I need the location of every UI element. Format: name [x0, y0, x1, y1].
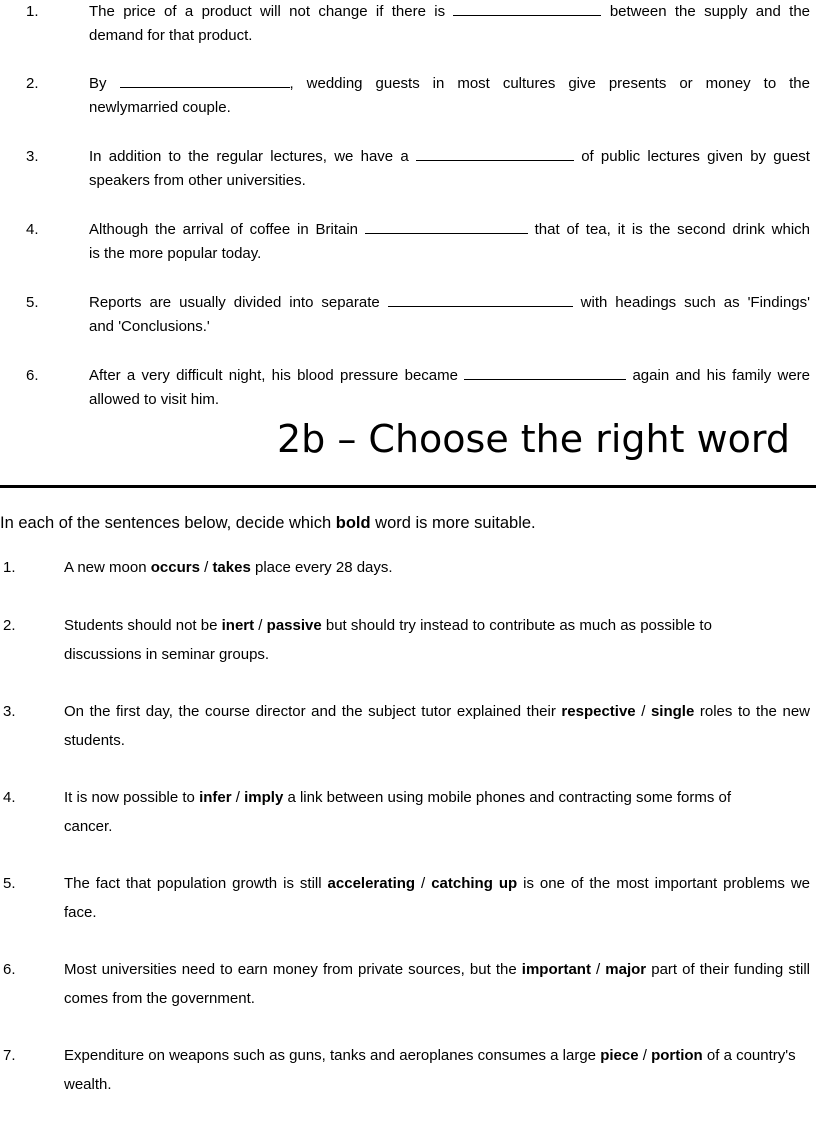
- option-separator: /: [590, 961, 606, 978]
- question-number: 4.: [3, 789, 16, 806]
- question-text: Reports are usually divided into separate: [89, 294, 380, 311]
- option-separator: /: [635, 703, 651, 720]
- word-option[interactable]: occurs: [150, 559, 200, 576]
- question-number: 1.: [26, 3, 39, 20]
- word-option[interactable]: takes: [212, 559, 251, 576]
- question-text: between the supply and the: [609, 3, 811, 20]
- question-text-continued: demand for that product.: [89, 27, 253, 44]
- question-text: but should try instead to contribute as much as possible to discussions in seminar groups.: [64, 617, 712, 663]
- answer-blank[interactable]: [120, 73, 290, 88]
- word-option[interactable]: major: [605, 961, 647, 978]
- option-separator: /: [199, 559, 213, 576]
- instructions-bold-text: bold: [335, 514, 371, 532]
- question-text-continued: allowed to visit him.: [89, 391, 220, 408]
- question-number: 6.: [26, 367, 39, 384]
- instructions: [0, 511, 536, 535]
- question-number: 7.: [3, 1047, 16, 1064]
- question-number: 1.: [3, 559, 16, 576]
- question-text: Although the arrival of coffee in Britain: [89, 221, 359, 238]
- section-title: 2b – Choose the right word: [276, 417, 790, 461]
- answer-blank[interactable]: [416, 146, 574, 161]
- question-number: 2.: [3, 617, 16, 634]
- question-text: is one of the most important problems we face.: [64, 875, 810, 921]
- question-text: It is now possible to: [64, 789, 200, 806]
- instructions-text: word is more suitable.: [370, 514, 536, 532]
- question-text: roles to the new students.: [64, 703, 810, 749]
- option-separator: /: [231, 789, 245, 806]
- question-text: , wedding guests in most cultures give presents or money to the: [289, 75, 810, 92]
- answer-blank[interactable]: [464, 365, 626, 380]
- word-option[interactable]: imply: [244, 789, 284, 806]
- instructions-text: In each of the sentences below, decide which: [0, 514, 336, 532]
- question-text: part of their funding still comes from the government.: [64, 961, 810, 1007]
- question-text: a link between using mobile phones and contracting some forms of cancer.: [64, 789, 732, 835]
- question-text-continued: and 'Conclusions.': [89, 318, 210, 335]
- question-text: of public lectures given by guest: [581, 148, 810, 165]
- word-option[interactable]: respective: [561, 703, 636, 720]
- question-text: Students should not be: [64, 617, 222, 634]
- answer-blank[interactable]: [365, 219, 528, 234]
- question-number: 3.: [26, 148, 39, 165]
- question-text: of a country's wealth.: [64, 1047, 796, 1093]
- question-text: In addition to the regular lectures, we have a: [89, 148, 409, 165]
- question-text: Most universities need to earn money from private sources, but the: [64, 961, 522, 978]
- answer-blank[interactable]: [453, 1, 601, 16]
- word-option[interactable]: single: [650, 703, 695, 720]
- word-option[interactable]: piece: [600, 1047, 639, 1064]
- question-text: with headings such as 'Findings': [580, 294, 810, 311]
- word-option[interactable]: inert: [221, 617, 255, 634]
- section-divider: [0, 485, 816, 488]
- question-text-continued: speakers from other universities.: [89, 172, 306, 189]
- word-option[interactable]: infer: [199, 789, 232, 806]
- question-number: 4.: [26, 221, 39, 238]
- option-separator: /: [638, 1047, 652, 1064]
- word-option[interactable]: catching up: [431, 875, 518, 892]
- word-option[interactable]: accelerating: [327, 875, 416, 892]
- question-text: Expenditure on weapons such as guns, tanks and aeroplanes consumes a large: [64, 1047, 601, 1064]
- question-text: place every 28 days.: [250, 559, 393, 576]
- question-text: On the first day, the course director and the subject tutor explained their: [64, 703, 562, 720]
- question-text-continued: is the more popular today.: [89, 245, 262, 262]
- question-text: After a very difficult night, his blood pressure became: [89, 367, 458, 384]
- question-text: The price of a product will not change if there is: [89, 3, 446, 20]
- question-text: The fact that population growth is still: [64, 875, 328, 892]
- question-number: 3.: [3, 703, 16, 720]
- question-text: By: [89, 75, 107, 92]
- question-number: 5.: [3, 875, 16, 892]
- option-separator: /: [254, 617, 267, 634]
- question-text-continued: newlymarried couple.: [89, 99, 231, 116]
- option-separator: /: [415, 875, 432, 892]
- question-text: again and his family were: [632, 367, 811, 384]
- answer-blank[interactable]: [388, 292, 573, 307]
- word-option[interactable]: passive: [266, 617, 322, 634]
- word-option[interactable]: important: [521, 961, 591, 978]
- word-option[interactable]: portion: [651, 1047, 703, 1064]
- question-text: A new moon: [64, 559, 151, 576]
- question-number: 2.: [26, 75, 39, 92]
- question-text: that of tea, it is the second drink which: [534, 221, 811, 238]
- question-number: 6.: [3, 961, 16, 978]
- question-number: 5.: [26, 294, 39, 311]
